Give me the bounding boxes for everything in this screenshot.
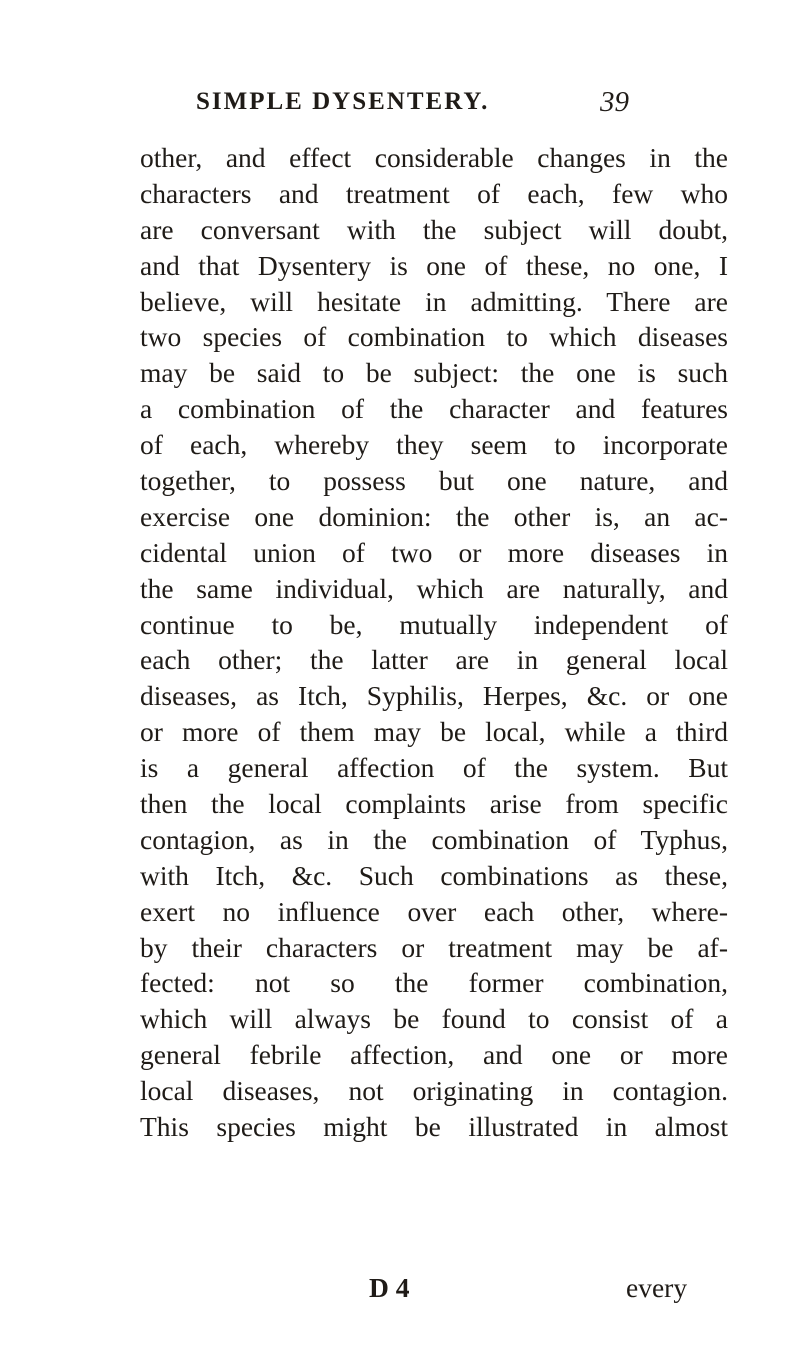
- text-line: continue to be, mutually independent of: [140, 608, 728, 640]
- text-line: fected: not so the former combination,: [140, 967, 728, 999]
- text-line: other, and effect considerable changes in the: [140, 142, 728, 173]
- text-line: believe, will hesitate in admitting. There are: [140, 285, 728, 317]
- text-line: This species might be illustrated in almost: [140, 1111, 728, 1143]
- text-line: cidental union of two or more diseases in: [140, 536, 728, 568]
- text-line: each other; the latter are in general local: [140, 644, 728, 676]
- text-line: general febrile affection, and one or more: [140, 1039, 728, 1071]
- text-line: exert no influence over each other, where-: [140, 895, 728, 927]
- text-line: a combination of the character and features: [140, 393, 728, 425]
- page-number: 39: [600, 86, 629, 118]
- text-line: may be said to be subject: the one is such: [140, 357, 728, 389]
- running-head: [0, 88, 800, 128]
- running-title: SIMPLE DYSENTERY.: [196, 88, 490, 115]
- text-line: with Itch, &c. Such combinations as these,: [140, 859, 728, 891]
- text-line: contagion, as in the combination of Typhus,: [140, 823, 728, 855]
- text-line: by their characters or treatment may be af-: [140, 931, 728, 963]
- catchword: every: [626, 1272, 688, 1303]
- signature-mark: D 4: [369, 1272, 410, 1303]
- text-line: characters and treatment of each, few who: [140, 177, 728, 209]
- text-line: two species of combination to which diseases: [140, 321, 728, 353]
- page-footer: [0, 1272, 800, 1312]
- text-line: of each, whereby they seem to incorporate: [140, 429, 728, 461]
- text-line: is a general affection of the system. But: [140, 752, 728, 784]
- text-line: diseases, as Itch, Syphilis, Herpes, &c. or one: [140, 680, 728, 712]
- text-line: are conversant with the subject will doubt,: [140, 213, 728, 245]
- body-text: [140, 140, 728, 1145]
- text-line: and that Dysentery is one of these, no one, I: [140, 249, 728, 281]
- text-line: which will always be found to consist of a: [140, 1003, 728, 1035]
- text-line: or more of them may be local, while a third: [140, 716, 728, 748]
- text-line: together, to possess but one nature, and: [140, 465, 728, 497]
- text-line: the same individual, which are naturally, and: [140, 572, 728, 604]
- text-line: exercise one dominion: the other is, an ac-: [140, 500, 728, 532]
- text-line: then the local complaints arise from specific: [140, 788, 728, 820]
- text-line: local diseases, not originating in contagion.: [140, 1075, 728, 1107]
